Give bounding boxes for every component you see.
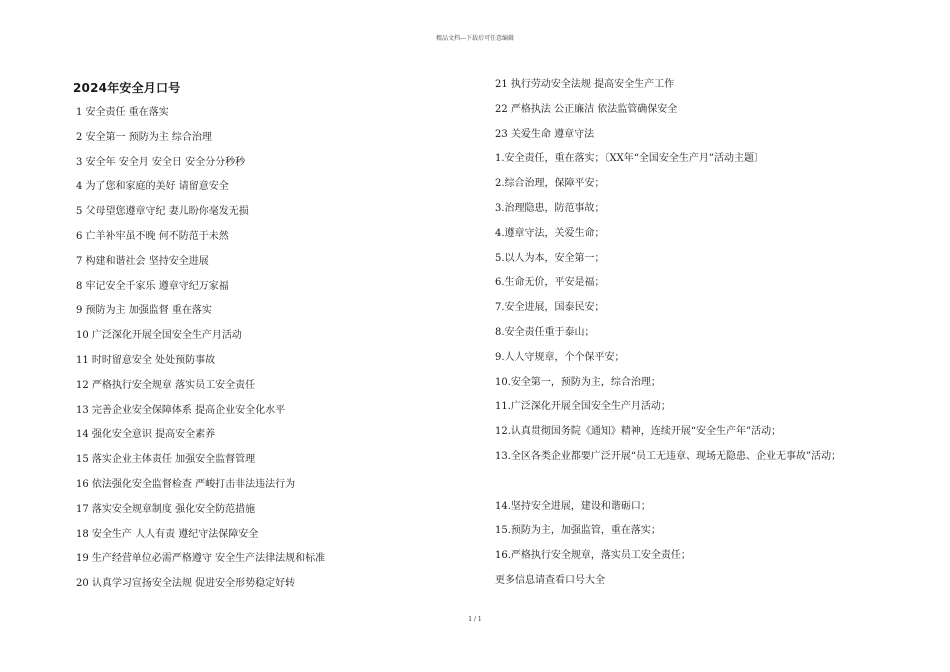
slogan-line: 6.生命无价，平安是福； bbox=[495, 277, 605, 289]
slogan-line: 4 为了您和家庭的美好 请留意安全 bbox=[76, 181, 229, 193]
slogan-line: 17 落实安全规章制度 强化安全防范措施 bbox=[76, 503, 256, 515]
slogan-line: 9.人人守规章，个个保平安； bbox=[495, 351, 625, 363]
slogan-line: 13 完善企业安全保障体系 提高企业安全化水平 bbox=[76, 404, 286, 416]
slogan-line: 1.安全责任，重在落实；〔XX年“全国安全生产月”活动主题〕 bbox=[495, 153, 765, 165]
slogan-line: 13.全区各类企业都要广泛开展“员工无违章、现场无隐患、企业无事故”活动； bbox=[495, 450, 842, 462]
page-header: 精品文档---下载后可任意编辑 bbox=[435, 35, 515, 42]
slogan-line: 15.预防为主，加强监管，重在落实； bbox=[495, 525, 661, 537]
slogan-line: 2 安全第一 预防为主 综合治理 bbox=[76, 131, 212, 143]
slogan-line: 10.安全第一，预防为主，综合治理； bbox=[495, 376, 661, 388]
slogan-line: 8.安全责任重于泰山； bbox=[495, 326, 595, 338]
page-number: 1 / 1 bbox=[468, 616, 482, 623]
slogan-line: 2.综合治理，保障平安； bbox=[495, 178, 605, 190]
slogan-line: 14.坚持安全进展，建设和谐砺口； bbox=[495, 500, 651, 512]
slogan-line: 23 关爱生命 遵章守法 bbox=[495, 128, 595, 140]
slogan-list-right bbox=[495, 78, 915, 599]
slogan-line: 18 安全生产 人人有责 遵纪守法保障安全 bbox=[76, 528, 259, 540]
slogan-line: 11.广泛深化开展全国安全生产月活动； bbox=[495, 401, 671, 413]
slogan-line: 5 父母望您遵章守纪 妻儿盼你毫发无损 bbox=[76, 206, 249, 218]
slogan-line: 4.遵章守法，关爱生命； bbox=[495, 227, 605, 239]
slogan-line: 15 落实企业主体责任 加强安全监督管理 bbox=[76, 454, 256, 466]
slogan-line: 16 依法强化安全监督检查 严峻打击非法违法行为 bbox=[76, 478, 296, 490]
slogan-line: 7.安全进展，国泰民安； bbox=[495, 302, 605, 314]
more-info-line: 更多信息请查看口号大全 bbox=[495, 574, 605, 586]
slogan-line: 6 亡羊补牢虽不晚 何不防范于未然 bbox=[76, 230, 229, 242]
slogan-line: 7 构建和谐社会 坚持安全进展 bbox=[76, 255, 209, 267]
slogan-line: 11 时时留意安全 处处预防事故 bbox=[76, 354, 216, 366]
slogan-line: 9 预防为主 加强监督 重在落实 bbox=[76, 305, 212, 317]
slogan-line: 19 生产经营单位必需严格遵守 安全生产法律法规和标准 bbox=[76, 553, 326, 565]
slogan-line: 8 牢记安全千家乐 遵章守纪万家福 bbox=[76, 280, 229, 292]
slogan-line: 14 强化安全意识 提高安全素养 bbox=[76, 429, 216, 441]
slogan-line: 1 安全责任 重在落实 bbox=[76, 107, 169, 118]
slogan-line: 10 广泛深化开展全国安全生产月活动 bbox=[76, 330, 242, 342]
slogan-line: 5.以人为本，安全第一； bbox=[495, 252, 605, 264]
document-title: 2024年安全月口号 bbox=[73, 81, 181, 95]
slogan-line: 3 安全年 安全月 安全日 安全分分秒秒 bbox=[76, 156, 246, 168]
slogan-line: 12 严格执行安全规章 落实员工安全责任 bbox=[76, 379, 256, 391]
slogan-line: 21 执行劳动安全法规 提高安全生产工作 bbox=[495, 79, 675, 90]
slogan-line: 20 认真学习宣扬安全法规 促进安全形势稳定好转 bbox=[76, 578, 296, 590]
slogan-line: 3.治理隐患，防范事故； bbox=[495, 202, 605, 214]
slogan-line: 22 严格执法 公正廉洁 依法监管确保安全 bbox=[495, 103, 678, 115]
slogan-line: 16.严格执行安全规章，落实员工安全责任； bbox=[495, 550, 691, 562]
slogan-line: 12.认真贯彻国务院《通知》精神，连续开展“安全生产年”活动； bbox=[495, 426, 782, 438]
slogan-list-left bbox=[76, 106, 466, 602]
